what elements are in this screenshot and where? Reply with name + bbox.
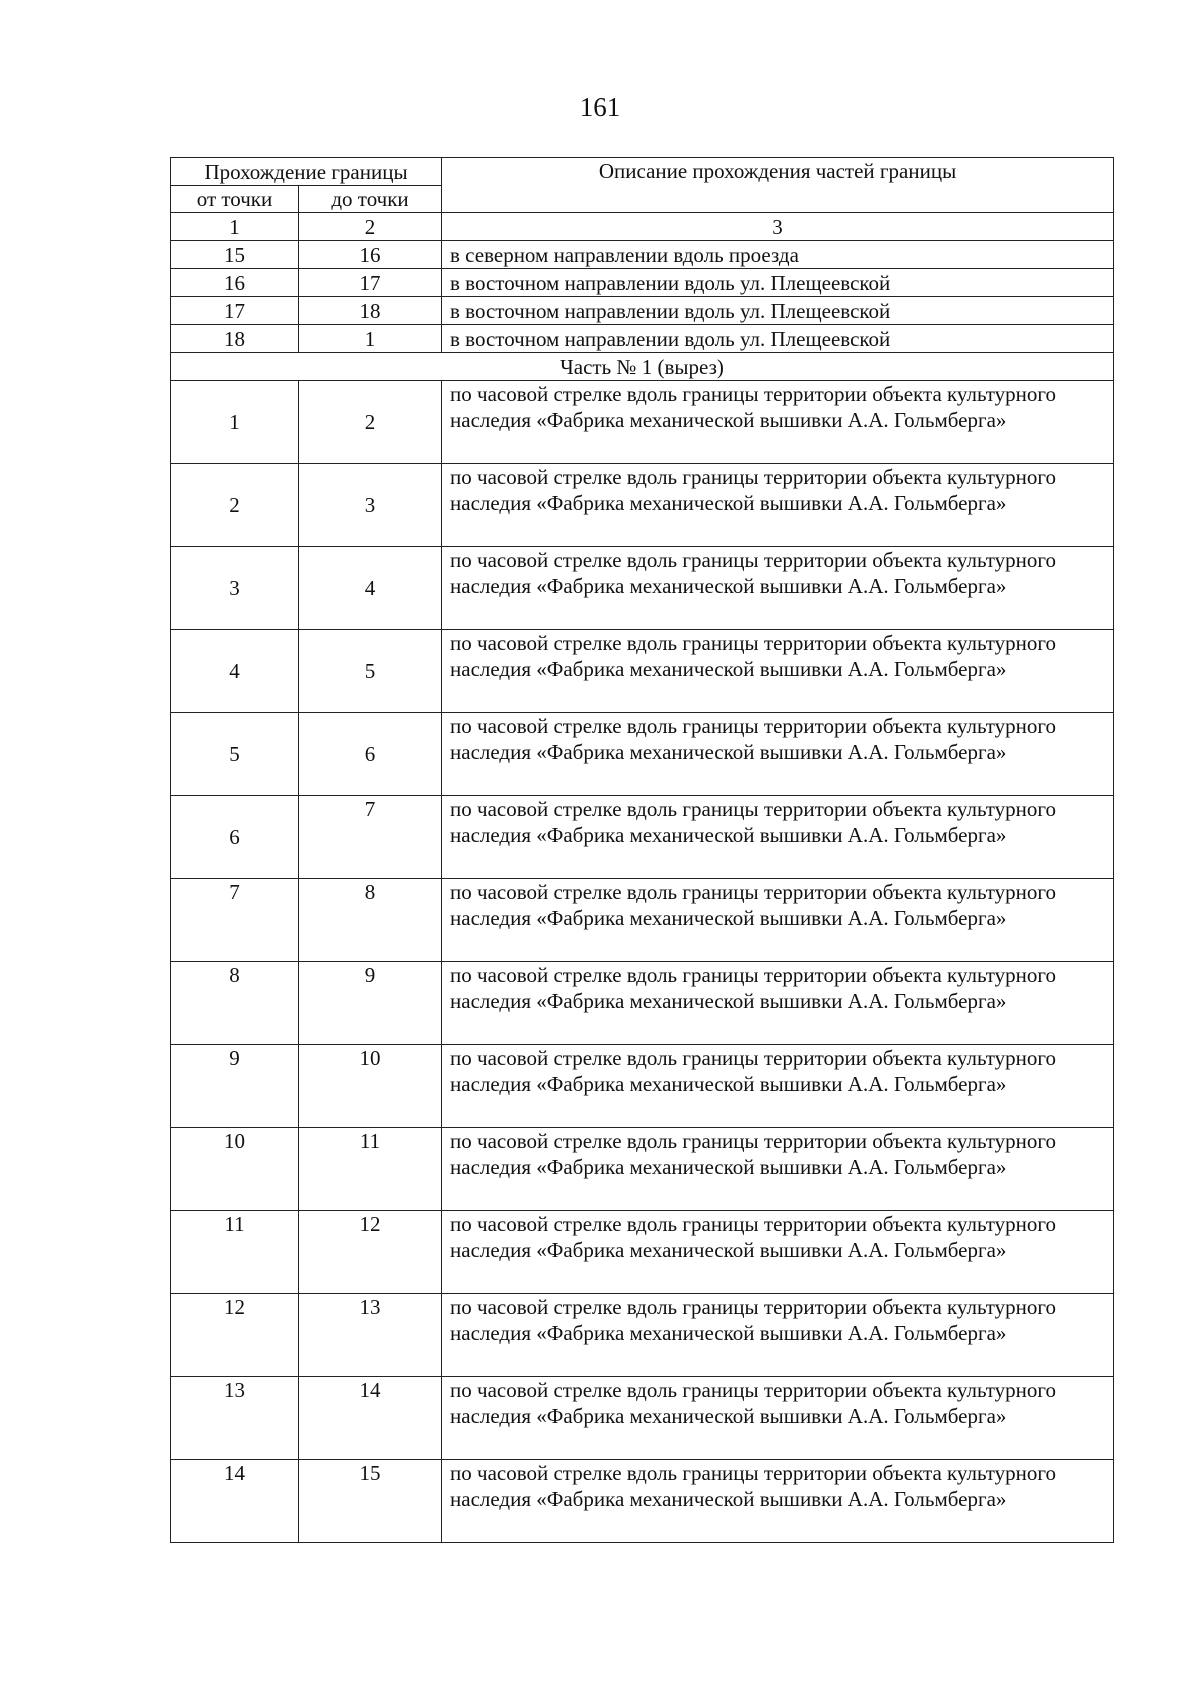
- from-point: 6: [171, 796, 299, 879]
- header-description: Описание прохождения частей границы: [442, 158, 1114, 213]
- row-description: по часовой стрелке вдоль границы территории объекта культурного наследия «Фабрика механической вышивки А.А. Гольмберга»: [442, 1377, 1114, 1460]
- column-number: 2: [299, 213, 442, 241]
- to-point: 5: [299, 630, 442, 713]
- from-point: 18: [171, 325, 299, 353]
- header-to: до точки: [299, 186, 442, 213]
- from-point: 12: [171, 1294, 299, 1377]
- to-point: 12: [299, 1211, 442, 1294]
- to-point: 17: [299, 269, 442, 297]
- table-row: [171, 1377, 1114, 1460]
- part-title: Часть № 1 (вырез): [171, 353, 1114, 381]
- to-point: 7: [299, 796, 442, 879]
- boundary-table: [170, 157, 1114, 1543]
- to-point: 6: [299, 713, 442, 796]
- to-point: 3: [299, 464, 442, 547]
- table-row: [171, 325, 1114, 353]
- row-description: по часовой стрелке вдоль границы территории объекта культурного наследия «Фабрика механической вышивки А.А. Гольмберга»: [442, 464, 1114, 547]
- to-point: 8: [299, 879, 442, 962]
- from-point: 8: [171, 962, 299, 1045]
- to-point: 1: [299, 325, 442, 353]
- row-description: в восточном направлении вдоль ул. Плещеевской: [442, 325, 1114, 353]
- table-row: [171, 1211, 1114, 1294]
- from-point: 14: [171, 1460, 299, 1543]
- from-point: 13: [171, 1377, 299, 1460]
- row-description: по часовой стрелке вдоль границы территории объекта культурного наследия «Фабрика механической вышивки А.А. Гольмберга»: [442, 1211, 1114, 1294]
- from-point: 2: [171, 464, 299, 547]
- table-row: [171, 464, 1114, 547]
- from-point: 3: [171, 547, 299, 630]
- to-point: 10: [299, 1045, 442, 1128]
- to-point: 4: [299, 547, 442, 630]
- to-point: 15: [299, 1460, 442, 1543]
- header-from: от точки: [171, 186, 299, 213]
- from-point: 7: [171, 879, 299, 962]
- row-description: в северном направлении вдоль проезда: [442, 241, 1114, 269]
- from-point: 9: [171, 1045, 299, 1128]
- from-point: 5: [171, 713, 299, 796]
- to-point: 2: [299, 381, 442, 464]
- from-point: 1: [171, 381, 299, 464]
- table-row: [171, 630, 1114, 713]
- row-description: по часовой стрелке вдоль границы территории объекта культурного наследия «Фабрика механической вышивки А.А. Гольмберга»: [442, 630, 1114, 713]
- table-row: [171, 1128, 1114, 1211]
- from-point: 17: [171, 297, 299, 325]
- from-point: 15: [171, 241, 299, 269]
- row-description: по часовой стрелке вдоль границы территории объекта культурного наследия «Фабрика механической вышивки А.А. Гольмберга»: [442, 1294, 1114, 1377]
- table-row: [171, 796, 1114, 879]
- row-description: по часовой стрелке вдоль границы территории объекта культурного наследия «Фабрика механической вышивки А.А. Гольмберга»: [442, 547, 1114, 630]
- table-row: [171, 241, 1114, 269]
- row-description: по часовой стрелке вдоль границы территории объекта культурного наследия «Фабрика механической вышивки А.А. Гольмберга»: [442, 879, 1114, 962]
- to-point: 16: [299, 241, 442, 269]
- to-point: 11: [299, 1128, 442, 1211]
- row-description: по часовой стрелке вдоль границы территории объекта культурного наследия «Фабрика механической вышивки А.А. Гольмберга»: [442, 1460, 1114, 1543]
- table-row: [171, 269, 1114, 297]
- table-row: [171, 1460, 1114, 1543]
- to-point: 13: [299, 1294, 442, 1377]
- table-row: [171, 297, 1114, 325]
- table-row: [171, 381, 1114, 464]
- table-row: [171, 879, 1114, 962]
- row-description: по часовой стрелке вдоль границы территории объекта культурного наследия «Фабрика механической вышивки А.А. Гольмберга»: [442, 713, 1114, 796]
- row-description: по часовой стрелке вдоль границы территории объекта культурного наследия «Фабрика механической вышивки А.А. Гольмберга»: [442, 962, 1114, 1045]
- to-point: 9: [299, 962, 442, 1045]
- from-point: 4: [171, 630, 299, 713]
- column-number: 3: [442, 213, 1114, 241]
- row-description: в восточном направлении вдоль ул. Плещеевской: [442, 297, 1114, 325]
- header-passage: Прохождение границы: [171, 158, 442, 186]
- from-point: 16: [171, 269, 299, 297]
- row-description: по часовой стрелке вдоль границы территории объекта культурного наследия «Фабрика механической вышивки А.А. Гольмберга»: [442, 796, 1114, 879]
- table-row: [171, 1294, 1114, 1377]
- to-point: 18: [299, 297, 442, 325]
- page-number: 161: [579, 92, 621, 122]
- row-description: по часовой стрелке вдоль границы территории объекта культурного наследия «Фабрика механической вышивки А.А. Гольмберга»: [442, 381, 1114, 464]
- row-description: в восточном направлении вдоль ул. Плещеевской: [442, 269, 1114, 297]
- table-row: [171, 1045, 1114, 1128]
- row-description: по часовой стрелке вдоль границы территории объекта культурного наследия «Фабрика механической вышивки А.А. Гольмберга»: [442, 1128, 1114, 1211]
- row-description: по часовой стрелке вдоль границы территории объекта культурного наследия «Фабрика механической вышивки А.А. Гольмберга»: [442, 1045, 1114, 1128]
- table-row: [171, 962, 1114, 1045]
- from-point: 11: [171, 1211, 299, 1294]
- from-point: 10: [171, 1128, 299, 1211]
- to-point: 14: [299, 1377, 442, 1460]
- table-row: [171, 547, 1114, 630]
- table-row: [171, 713, 1114, 796]
- column-number: 1: [171, 213, 299, 241]
